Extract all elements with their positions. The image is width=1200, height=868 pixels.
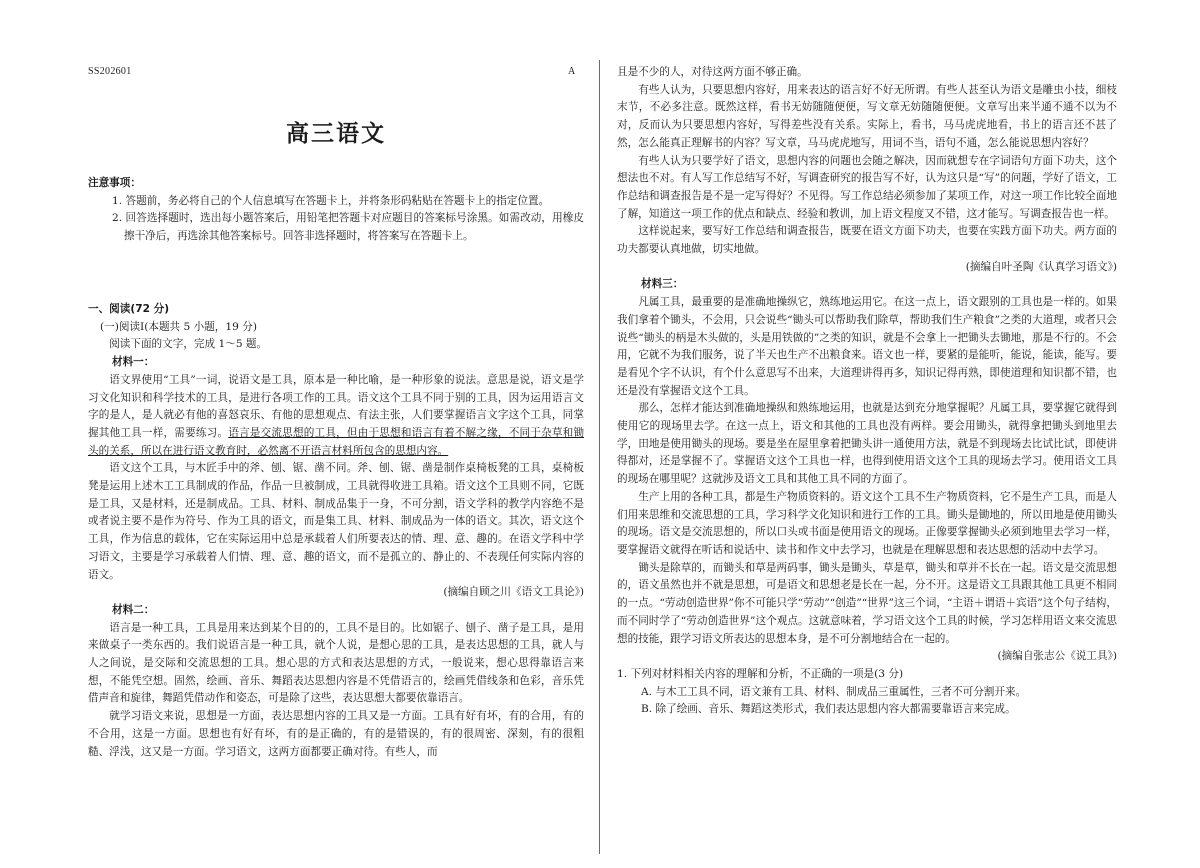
material-paragraph: 语文这个工具，与木匠手中的斧、刨、锯、凿不同。斧、刨、锯、凿是制作桌椅板凳的工具，桌椅板凳是运用上述木工工具制成的作品，作品一旦被制成，工具就得收进工具箱。语文这个工具则不同，它既是工具，又是材料，还是制成品。工具、材料、制成品集于一身，不可分割，语文学科的教学内容绝不是或者说主要不是作为符号、作为工具的语文，而是集工具、材料、制成品为一体的语文。其次，语文这个工具，作为信息的载体，它在实际运用中总是承载着人们所要表达的情、理、意、趣的。在语文学科中学习语文，主要是学习承载着人们情、理、意、趣的语文，而不是孤立的、静止的、不表现任何实际内容的语文。 <box>88 462 584 581</box>
material-paragraph: 凡属工具，最重要的是准确地操纵它，熟练地运用它。在这一点上，语文跟别的工具也是一样的。如果我们拿着个锄头，不会用，只会说些“锄头可以帮助我们除草，帮助我们生产粮食”之类的大道理，或者只会说些“锄头的柄是木头做的，头是用铁做的”之类的知识，就是不会拿上一把锄头去锄地，那是不行的。不会用，它就不为我们服务，说了半天也生产不出粮食来。语文也一样，要紧的是能听，能说，能读，能写。要是看见个字不认识，有个什么意思写不出来，大道理讲得再多，知识记得再熟，即使道理和知识都不错，也还是没有掌握语文这个工具。 <box>617 296 1117 397</box>
source-citation: (摘编自叶圣陶《认真学习语文》) <box>965 260 1117 273</box>
instruction-text: 阅读下面的文字，完成 1～5 题。 <box>109 338 268 351</box>
right-flow <box>617 64 1117 719</box>
notice-item: 1. 答题前，务必将自己的个人信息填写在答题卡上，并将条形码粘贴在答题卡上的指定位置。 <box>112 194 550 207</box>
underlined-sentence: 语言是交流思想的工具，但由于思想和语言有着不解之缘，不同于杂草和锄头的关系，所以在进行语文教育时，必然离不开语言材料所包含的思想内容。 <box>88 426 585 457</box>
question-option[interactable]: B. 除了绘画、音乐、舞蹈这类形式，我们表达思想内容大都需要靠语言来完成。 <box>641 703 1016 716</box>
right-column <box>617 64 1117 854</box>
paper-code: SS202601 <box>88 66 132 77</box>
question-stem: 1. 下列对材料相关内容的理解和分析，不正确的一项是(3 分) <box>617 667 904 680</box>
material-paragraph: 有些人认为只要学好了语文，思想内容的问题也会随之解决，因而就想专在字词语句方面下功夫，这个想法也不对。有人写工作总结写不好，写调查研究的报告写不好，认为这只是“写”的问题，学好了语文，工作总结和调查报告是不是一定写得好？不见得。写工作总结必须参加了某项工作，对这一项工作比较全面地了解，知道这一项工作的优点和缺点、经验和教训，加上语文程度又不错，这才能写。写调查报告也一样。 <box>617 154 1117 220</box>
source-citation: (摘编自张志公《说工具》) <box>997 650 1117 663</box>
material-paragraph: 且是不少的人，对待这两方面不够正确。 <box>617 66 808 78</box>
paragraph-text: 语文界使用“工具”一词，说语文是工具，原本是一种比喻，是一种形象的说法。意思是说，语文是学习文化知识和科学技术的工具，是进行各项工作的工具。语文这个工具不同于别的工具，因为运用语言文字的是人，是人就必有他的喜怒哀乐、有他的思想观点、有法主张，人们要掌握语言文字这个工具，同掌握其他工具一样，需要练习。 <box>88 373 584 439</box>
page-title: 高三语文 <box>286 121 386 147</box>
notice-heading: 注意事项： <box>88 177 141 189</box>
section-heading: 一、阅读(72 分) <box>88 303 170 315</box>
column-divider <box>599 60 600 854</box>
material-paragraph: 有些人认为，只要思想内容好，用来表达的语言好不好无所谓。有些人甚至认为语文是雕虫小技，细枝末节，不必多注意。既然这样，看书无妨随随便便，写文章无妨随随便便。文章写出来半通不通不以为不对，反而认为只要思想内容好，写得差些没有关系。实际上，看书，马马虎虎地看，书上的语言还不甚了然，怎么能真正理解书的内容？写文章，马马虎虎地写，用词不当，语句不通，怎么能说思想内容好？ <box>617 83 1117 149</box>
material-paragraph <box>88 372 584 461</box>
material-heading: 材料三： <box>641 278 684 291</box>
material-paragraph: 那么，怎样才能达到准确地操纵和熟练地运用，也就是达到充分地掌握呢？凡属工具，要掌握它就得到使用它的现场里去学。在这一点上，语文和其他的工具也没有两样。要会用锄头，就得拿把锄头到地里去学，田地是使用锄头的现场。要是坐在屋里拿着把锄头讲一通使用方法，就是不到现场去比试比试，即使讲得都对，还是掌握不了。掌握语文这个工具也一样，也得到使用语文这个工具的现场去学习。使用语文工具的现场在哪里呢？这就涉及语文工具和其他工具不同的方面了。 <box>617 402 1117 486</box>
material-paragraph: 锄头是除草的，而锄头和草是两码事，锄头是锄头，草是草，锄头和草并不长在一起。语文是交流思想的，语文虽然也并不就是思想，可是语文和思想老是长在一起，分不开。这是语文工具跟其他工具更不相同的一点。“劳动创造世界”你不可能只学“劳动”“创造”“世界”这三个词，“主语＋谓语＋宾语”这个句子结构，而不同时学了“劳动创造世界”这个观点。这就意味着，学习语文这个工具的时候，学习怎样用语文来交流思想的技能，跟学习语文所表达的思想本身，是不可分割地结合在一起的。 <box>617 561 1117 645</box>
paper-type-label: A <box>568 66 576 77</box>
material-paragraph: 语言是一种工具，工具是用来达到某个目的的，工具不是目的。比如锯子、刨子、凿子是工具，是用来做桌子一类东西的。我们说语言是一种工具，就个人说，是想心思的工具，是表达思想的工具，就人与人之间说，是交际和交流思想的工具。想心思的方式和表达思想的方式，一般说来，想心思得靠语言来想，不能凭空想。固然，绘画、音乐、舞蹈表达思想内容是不凭借语言的，绘画凭借线条和色彩，音乐凭借声音和旋律，舞蹈凭借动作和姿态，可是除了这些，表达思想大都要依靠语言。 <box>88 621 584 705</box>
left-column <box>88 60 584 854</box>
notice-block <box>88 175 584 246</box>
notice-item: 2. 回答选择题时，选出每小题答案后，用铅笔把答题卡对应题目的答案标号涂黑。如需改动，用橡皮擦干净后，再选涂其他答案标号。回答非选择题时，将答案写在答题卡上。 <box>112 212 584 243</box>
material-paragraph: 就学习语文来说，思想是一方面，表达思想内容的工具又是一方面。工具有好有坏，有的合用，有的不合用，这是一方面。思想也有好有坏，有的是正确的，有的是错误的，有的很周密、深刻，有的很粗糙、浮浅，这又是一方面。学习语文，这两方面都要正确对待。有些人，而 <box>88 710 584 758</box>
subsection-heading: (一)阅读Ⅰ(本题共 5 小题，19 分) <box>100 320 257 333</box>
source-citation: (摘编自顾之川《语文工具论》) <box>443 586 584 599</box>
question-option[interactable]: A. 与木工工具不同，语文兼有工具、材料、制成品三重属性，三者不可分割开来。 <box>641 685 1027 698</box>
material-heading: 材料二： <box>112 603 155 616</box>
material-paragraph: 生产上用的各种工具，都是生产物质资料的。语文这个工具不生产物质资料，它不是生产工具，而是人们用来思维和交流思想的工具，学习科学文化知识和进行工作的工具。锄头是锄地的，所以田地是使用锄头的现场。语文是交流思想的，所以口头或书面是使用语文的现场。正像要掌握锄头必须到地里去学习一样，要掌握语文就得在听话和说话中、读书和作文中去学习，也就是在理解思想和表达思想的活动中去学习。 <box>617 490 1117 556</box>
material-paragraph: 这样说起来，要写好工作总结和调查报告，既要在语文方面下功夫，也要在实践方面下功夫。两方面的功夫都要认真地做，切实地做。 <box>617 225 1117 256</box>
material-heading: 材料一： <box>112 356 155 369</box>
reading-section <box>88 301 584 761</box>
